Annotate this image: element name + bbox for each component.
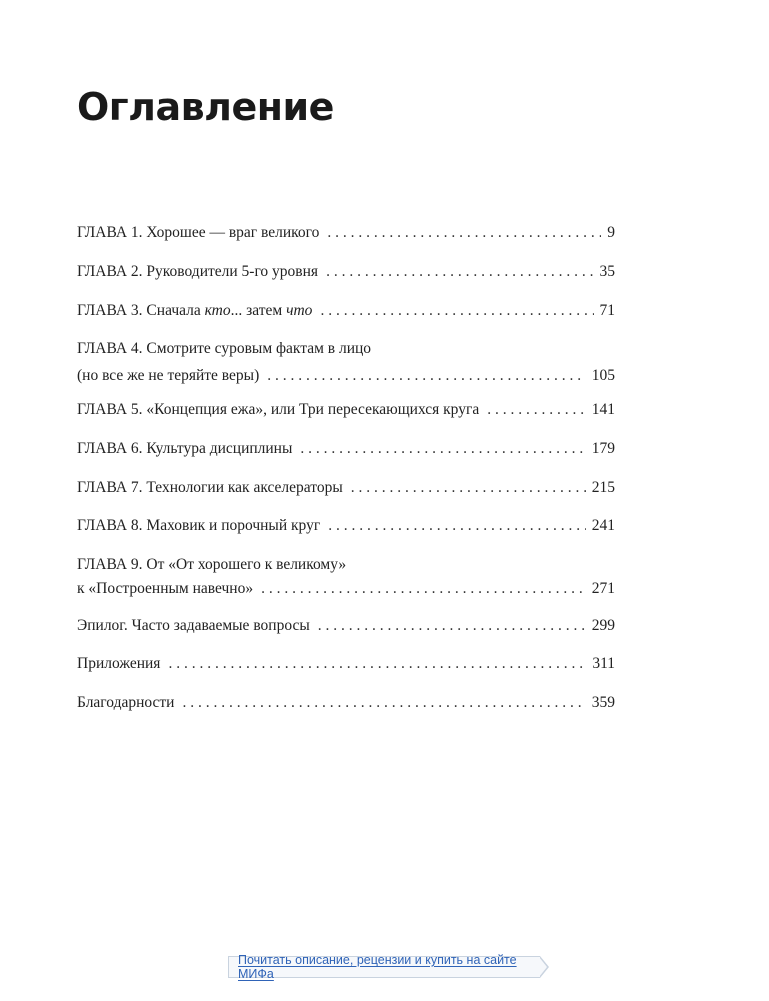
toc-page-number: 359 — [591, 694, 615, 711]
toc-entry-title: ГЛАВА 8. Маховик и порочный круг — [77, 517, 321, 534]
toc-leader-dots — [351, 477, 586, 499]
toc-entry-chapter-4[interactable] — [77, 338, 615, 387]
mif-site-link-label: Почитать описание, рецензии и купить на сайте МИФа — [238, 953, 517, 981]
toc-page-number: 241 — [591, 517, 615, 534]
toc-page-number: 179 — [591, 440, 615, 457]
toc-entry-title: Приложения — [77, 655, 161, 672]
arrow-tip-shape — [540, 956, 549, 978]
mif-site-link[interactable] — [228, 953, 540, 981]
toc-entry-chapter-7[interactable] — [77, 477, 615, 499]
toc-entry-title: Благодарности — [77, 694, 175, 711]
toc-entry-title: ГЛАВА 3. Сначала кто... затем что — [77, 302, 313, 319]
toc-leader-dots — [328, 515, 586, 537]
toc-page-number: 215 — [591, 479, 615, 496]
toc-page-number: 271 — [591, 580, 615, 597]
toc-entry-acknowledgements[interactable] — [77, 692, 615, 714]
toc-entry-title: ГЛАВА 5. «Концепция ежа», или Три пересекающихся круга — [77, 401, 480, 418]
toc-entry-chapter-6[interactable] — [77, 438, 615, 460]
toc-entry-italic: кто — [204, 302, 231, 319]
toc-page-number: 35 — [599, 263, 615, 280]
toc-entry-title: (но все же не теряйте веры) — [77, 367, 260, 384]
toc-entry-chapter-2[interactable] — [77, 261, 615, 283]
toc-entry-italic: что — [286, 302, 313, 319]
toc-entry-title-line: ГЛАВА 4. Смотрите суровым фактам в лицо — [77, 340, 372, 357]
toc-entry-chapter-5[interactable] — [77, 399, 615, 421]
toc-entry-chapter-1[interactable] — [77, 222, 615, 244]
toc-leader-dots — [300, 438, 585, 460]
toc-entry-appendices[interactable] — [77, 653, 615, 675]
toc-entry-title: Эпилог. Часто задаваемые вопросы — [77, 617, 310, 634]
toc-leader-dots — [326, 261, 593, 283]
toc-leader-dots — [267, 365, 586, 387]
toc-leader-dots — [261, 578, 586, 600]
toc-page-number: 141 — [591, 401, 615, 418]
toc-page-number: 105 — [591, 367, 615, 384]
toc-entry-chapter-3[interactable] — [77, 300, 615, 322]
toc-entry-epilogue[interactable] — [77, 615, 615, 637]
toc-page-number: 71 — [599, 302, 615, 319]
toc-page-number: 9 — [607, 224, 615, 241]
toc-page-number: 299 — [591, 617, 615, 634]
toc-leader-dots — [182, 692, 585, 714]
toc-entry-chapter-8[interactable] — [77, 515, 615, 537]
toc-entry-title: ГЛАВА 2. Руководители 5-го уровня — [77, 263, 319, 280]
toc-entry-title-line: ГЛАВА 9. От «От хорошего к великому» — [77, 556, 347, 573]
toc-entry-chapter-9[interactable] — [77, 554, 615, 600]
toc-entry-title: ГЛАВА 1. Хорошее — враг великого — [77, 224, 320, 241]
toc-page-number: 311 — [592, 655, 615, 672]
toc-leader-dots — [320, 300, 593, 322]
toc-leader-dots — [487, 399, 586, 421]
toc-entry-title: к «Построенным навечно» — [77, 580, 254, 597]
toc-entry-title: ГЛАВА 6. Культура дисциплины — [77, 440, 293, 457]
toc-leader-dots — [168, 653, 586, 675]
toc-leader-dots — [318, 615, 586, 637]
toc-entry-title: ГЛАВА 7. Технологии как акселераторы — [77, 479, 343, 496]
page-title: Оглавление — [77, 85, 334, 129]
toc-leader-dots — [327, 222, 601, 244]
